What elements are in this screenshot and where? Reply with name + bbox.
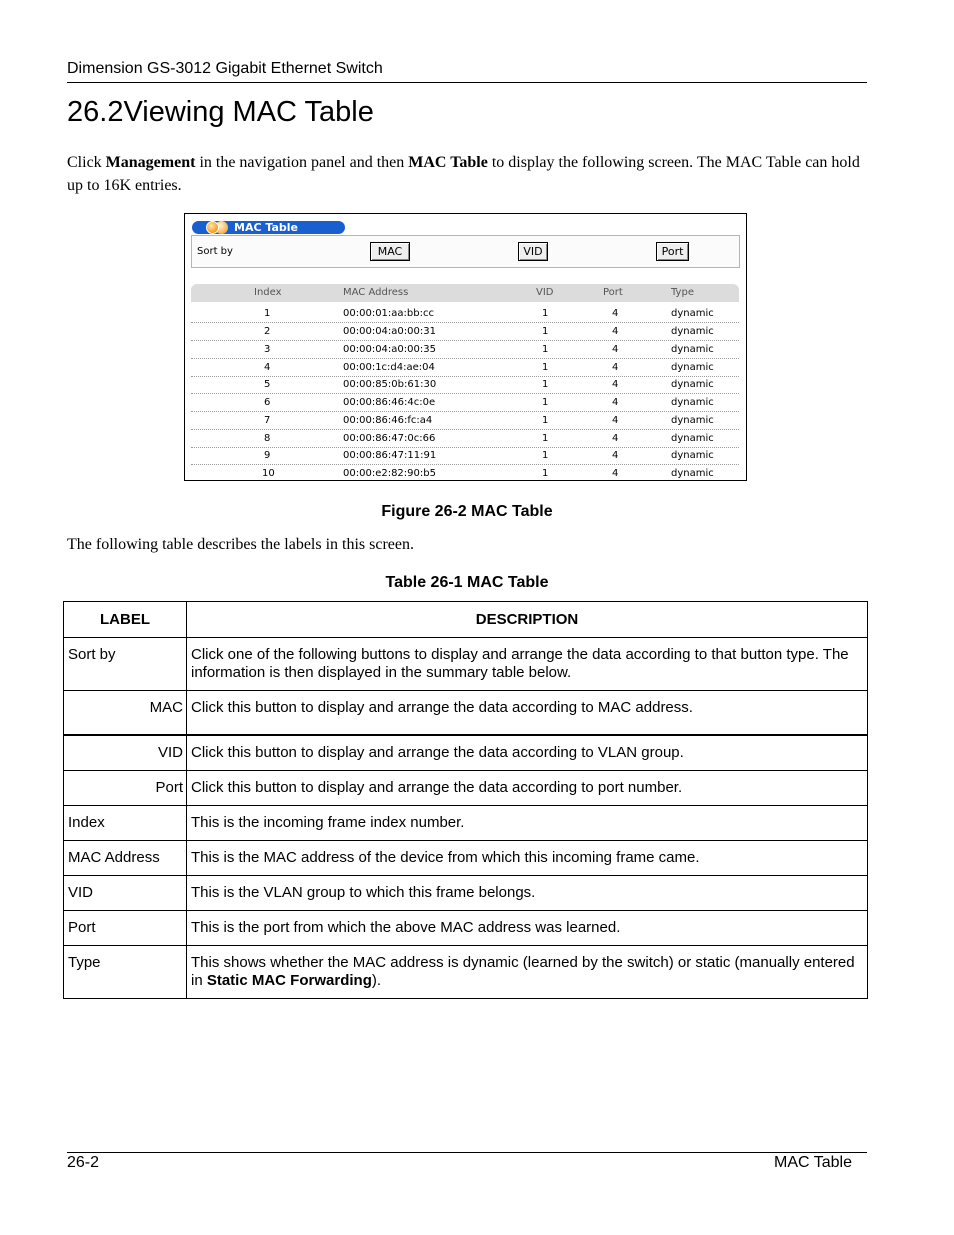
panel-orb-icon: [206, 221, 219, 234]
table-row: [191, 465, 739, 481]
cell-index: 9: [264, 450, 271, 461]
table-row: [191, 394, 739, 412]
table-row: [64, 770, 868, 805]
cell-type: dynamic: [671, 415, 714, 426]
static-mac-forwarding-bold: Static MAC Forwarding: [206, 971, 372, 989]
footer-rule: [67, 1152, 867, 1153]
row-description: This is the VLAN group to which this frame belongs.: [187, 875, 868, 910]
table-row: [64, 638, 868, 691]
cell-port: 4: [612, 415, 619, 426]
footer-page-number: 26-2: [67, 1154, 100, 1171]
section-title-text: Viewing MAC Table: [123, 96, 374, 128]
cell-mac: 00:00:01:aa:bb:cc: [343, 308, 434, 319]
cell-type: dynamic: [671, 344, 714, 355]
cell-port: 4: [612, 379, 619, 390]
cell-port: 4: [612, 397, 619, 408]
section-title: [67, 96, 374, 129]
cell-type: dynamic: [671, 468, 714, 479]
figure-caption: Figure 26-2 MAC Table: [381, 503, 553, 520]
cell-mac: 00:00:04:a0:00:35: [343, 344, 436, 355]
table-row: [191, 323, 739, 341]
cell-mac: 00:00:86:47:11:91: [343, 450, 437, 461]
panel-title: MAC Table: [234, 221, 298, 234]
table-row: [64, 945, 868, 998]
col-port-header: Port: [603, 287, 623, 298]
table-row: [191, 430, 739, 448]
cell-vid: 1: [542, 379, 549, 390]
table-row: [64, 910, 868, 945]
row-label: VID: [64, 735, 187, 771]
row-description: This is the port from which the above MAC address was learned.: [187, 910, 868, 945]
cell-index: 3: [264, 344, 271, 355]
row-label: Port: [64, 770, 187, 805]
cell-mac: 00:00:e2:82:90:b5: [343, 468, 436, 479]
cell-mac: 00:00:86:47:0c:66: [343, 433, 436, 444]
header-rule: [67, 82, 867, 83]
intro-text-1: Click: [67, 154, 106, 171]
table-row: [64, 805, 868, 840]
cell-type: dynamic: [671, 308, 714, 319]
table-row: [191, 305, 739, 323]
cell-vid: 1: [542, 344, 549, 355]
row-label: MAC Address: [64, 840, 187, 875]
row-label: Port: [64, 910, 187, 945]
cell-index: 2: [264, 326, 271, 337]
row-description: Click one of the following buttons to display and arrange the data according to that button type. The information is then displayed in the summary table below.: [187, 638, 868, 691]
mac-table-screenshot: [184, 213, 747, 481]
cell-index: 4: [264, 362, 271, 373]
sort-by-box: [191, 235, 740, 268]
type-description-text-1: This shows whether the MAC address is dynamic (learned by the switch) or static (manually entered in: [191, 953, 855, 989]
intro-text-3: to display the following screen. The MAC Table can hold up to 16K entries.: [67, 154, 860, 194]
table-row: [64, 875, 868, 910]
cell-port: 4: [612, 433, 619, 444]
cell-mac: 00:00:86:46:fc:a4: [343, 415, 433, 426]
intro-text-2: in the navigation panel and then: [195, 154, 409, 171]
cell-mac: 00:00:04:a0:00:31: [343, 326, 436, 337]
footer-chapter-title: MAC Table: [774, 1154, 852, 1171]
table-row: [191, 412, 739, 430]
cell-index: 5: [264, 379, 271, 390]
table-row: [64, 840, 868, 875]
cell-vid: 1: [542, 433, 549, 444]
cell-port: 4: [612, 326, 619, 337]
header-title: Dimension GS-3012 Gigabit Ethernet Switch: [67, 60, 383, 77]
table-row: [191, 359, 739, 377]
cell-vid: 1: [542, 326, 549, 337]
description-table: [63, 601, 868, 999]
table-row: [191, 341, 739, 359]
cell-mac: 00:00:86:46:4c:0e: [343, 397, 436, 408]
row-label: Type: [64, 945, 187, 998]
mac-grid-header: [191, 284, 739, 302]
col-index-header: Index: [254, 287, 282, 298]
row-description: [187, 945, 868, 998]
table-row: [64, 735, 868, 771]
cell-type: dynamic: [671, 326, 714, 337]
cell-index: 8: [264, 433, 271, 444]
cell-vid: 1: [542, 415, 549, 426]
cell-port: 4: [612, 308, 619, 319]
cell-vid: 1: [542, 450, 549, 461]
cell-type: dynamic: [671, 362, 714, 373]
intro-paragraph: [67, 151, 867, 197]
sort-port-button[interactable]: Port: [656, 242, 689, 261]
cell-vid: 1: [542, 397, 549, 408]
table-caption: Table 26-1 MAC Table: [385, 574, 549, 591]
col-type-header: Type: [671, 287, 694, 298]
row-description: Click this button to display and arrange the data according to port number.: [187, 770, 868, 805]
row-description: Click this button to display and arrange the data according to MAC address.: [187, 691, 868, 735]
row-label: Index: [64, 805, 187, 840]
table-header-row: [64, 602, 868, 638]
cell-type: dynamic: [671, 379, 714, 390]
cell-port: 4: [612, 468, 619, 479]
row-label: Sort by: [64, 638, 187, 691]
cell-vid: 1: [542, 362, 549, 373]
cell-index: 1: [264, 308, 271, 319]
cell-port: 4: [612, 362, 619, 373]
table-row: [191, 447, 739, 465]
cell-mac: 00:00:1c:d4:ae:04: [343, 362, 435, 373]
cell-type: dynamic: [671, 433, 714, 444]
table-row: [64, 691, 868, 735]
label-column-header: LABEL: [64, 602, 187, 638]
cell-port: 4: [612, 450, 619, 461]
cell-index: 6: [264, 397, 271, 408]
row-description: Click this button to display and arrange the data according to VLAN group.: [187, 735, 868, 771]
sort-vid-button[interactable]: VID: [518, 242, 548, 261]
row-description: This is the incoming frame index number.: [187, 805, 868, 840]
cell-index: 10: [262, 468, 275, 479]
cell-index: 7: [264, 415, 271, 426]
col-vid-header: VID: [536, 287, 554, 298]
row-label: MAC: [64, 691, 187, 735]
type-description-text-2: ).: [371, 971, 382, 989]
col-mac-header: MAC Address: [343, 287, 409, 298]
cell-mac: 00:00:85:0b:61:30: [343, 379, 437, 390]
table-row: [191, 376, 739, 394]
panel-title-bar: [192, 221, 345, 234]
cell-vid: 1: [542, 468, 549, 479]
section-number: 26.2: [67, 96, 124, 128]
description-column-header: DESCRIPTION: [187, 602, 868, 638]
cell-type: dynamic: [671, 450, 714, 461]
sort-mac-button[interactable]: MAC: [370, 242, 410, 261]
intro-bold-management: Management: [105, 154, 196, 171]
intro-bold-mac-table: MAC Table: [408, 154, 488, 171]
row-description: This is the MAC address of the device from which this incoming frame came.: [187, 840, 868, 875]
row-label: VID: [64, 875, 187, 910]
cell-port: 4: [612, 344, 619, 355]
table-intro: The following table describes the labels in this screen.: [67, 536, 415, 553]
cell-type: dynamic: [671, 397, 714, 408]
sort-by-label: Sort by: [197, 246, 233, 257]
cell-vid: 1: [542, 308, 549, 319]
